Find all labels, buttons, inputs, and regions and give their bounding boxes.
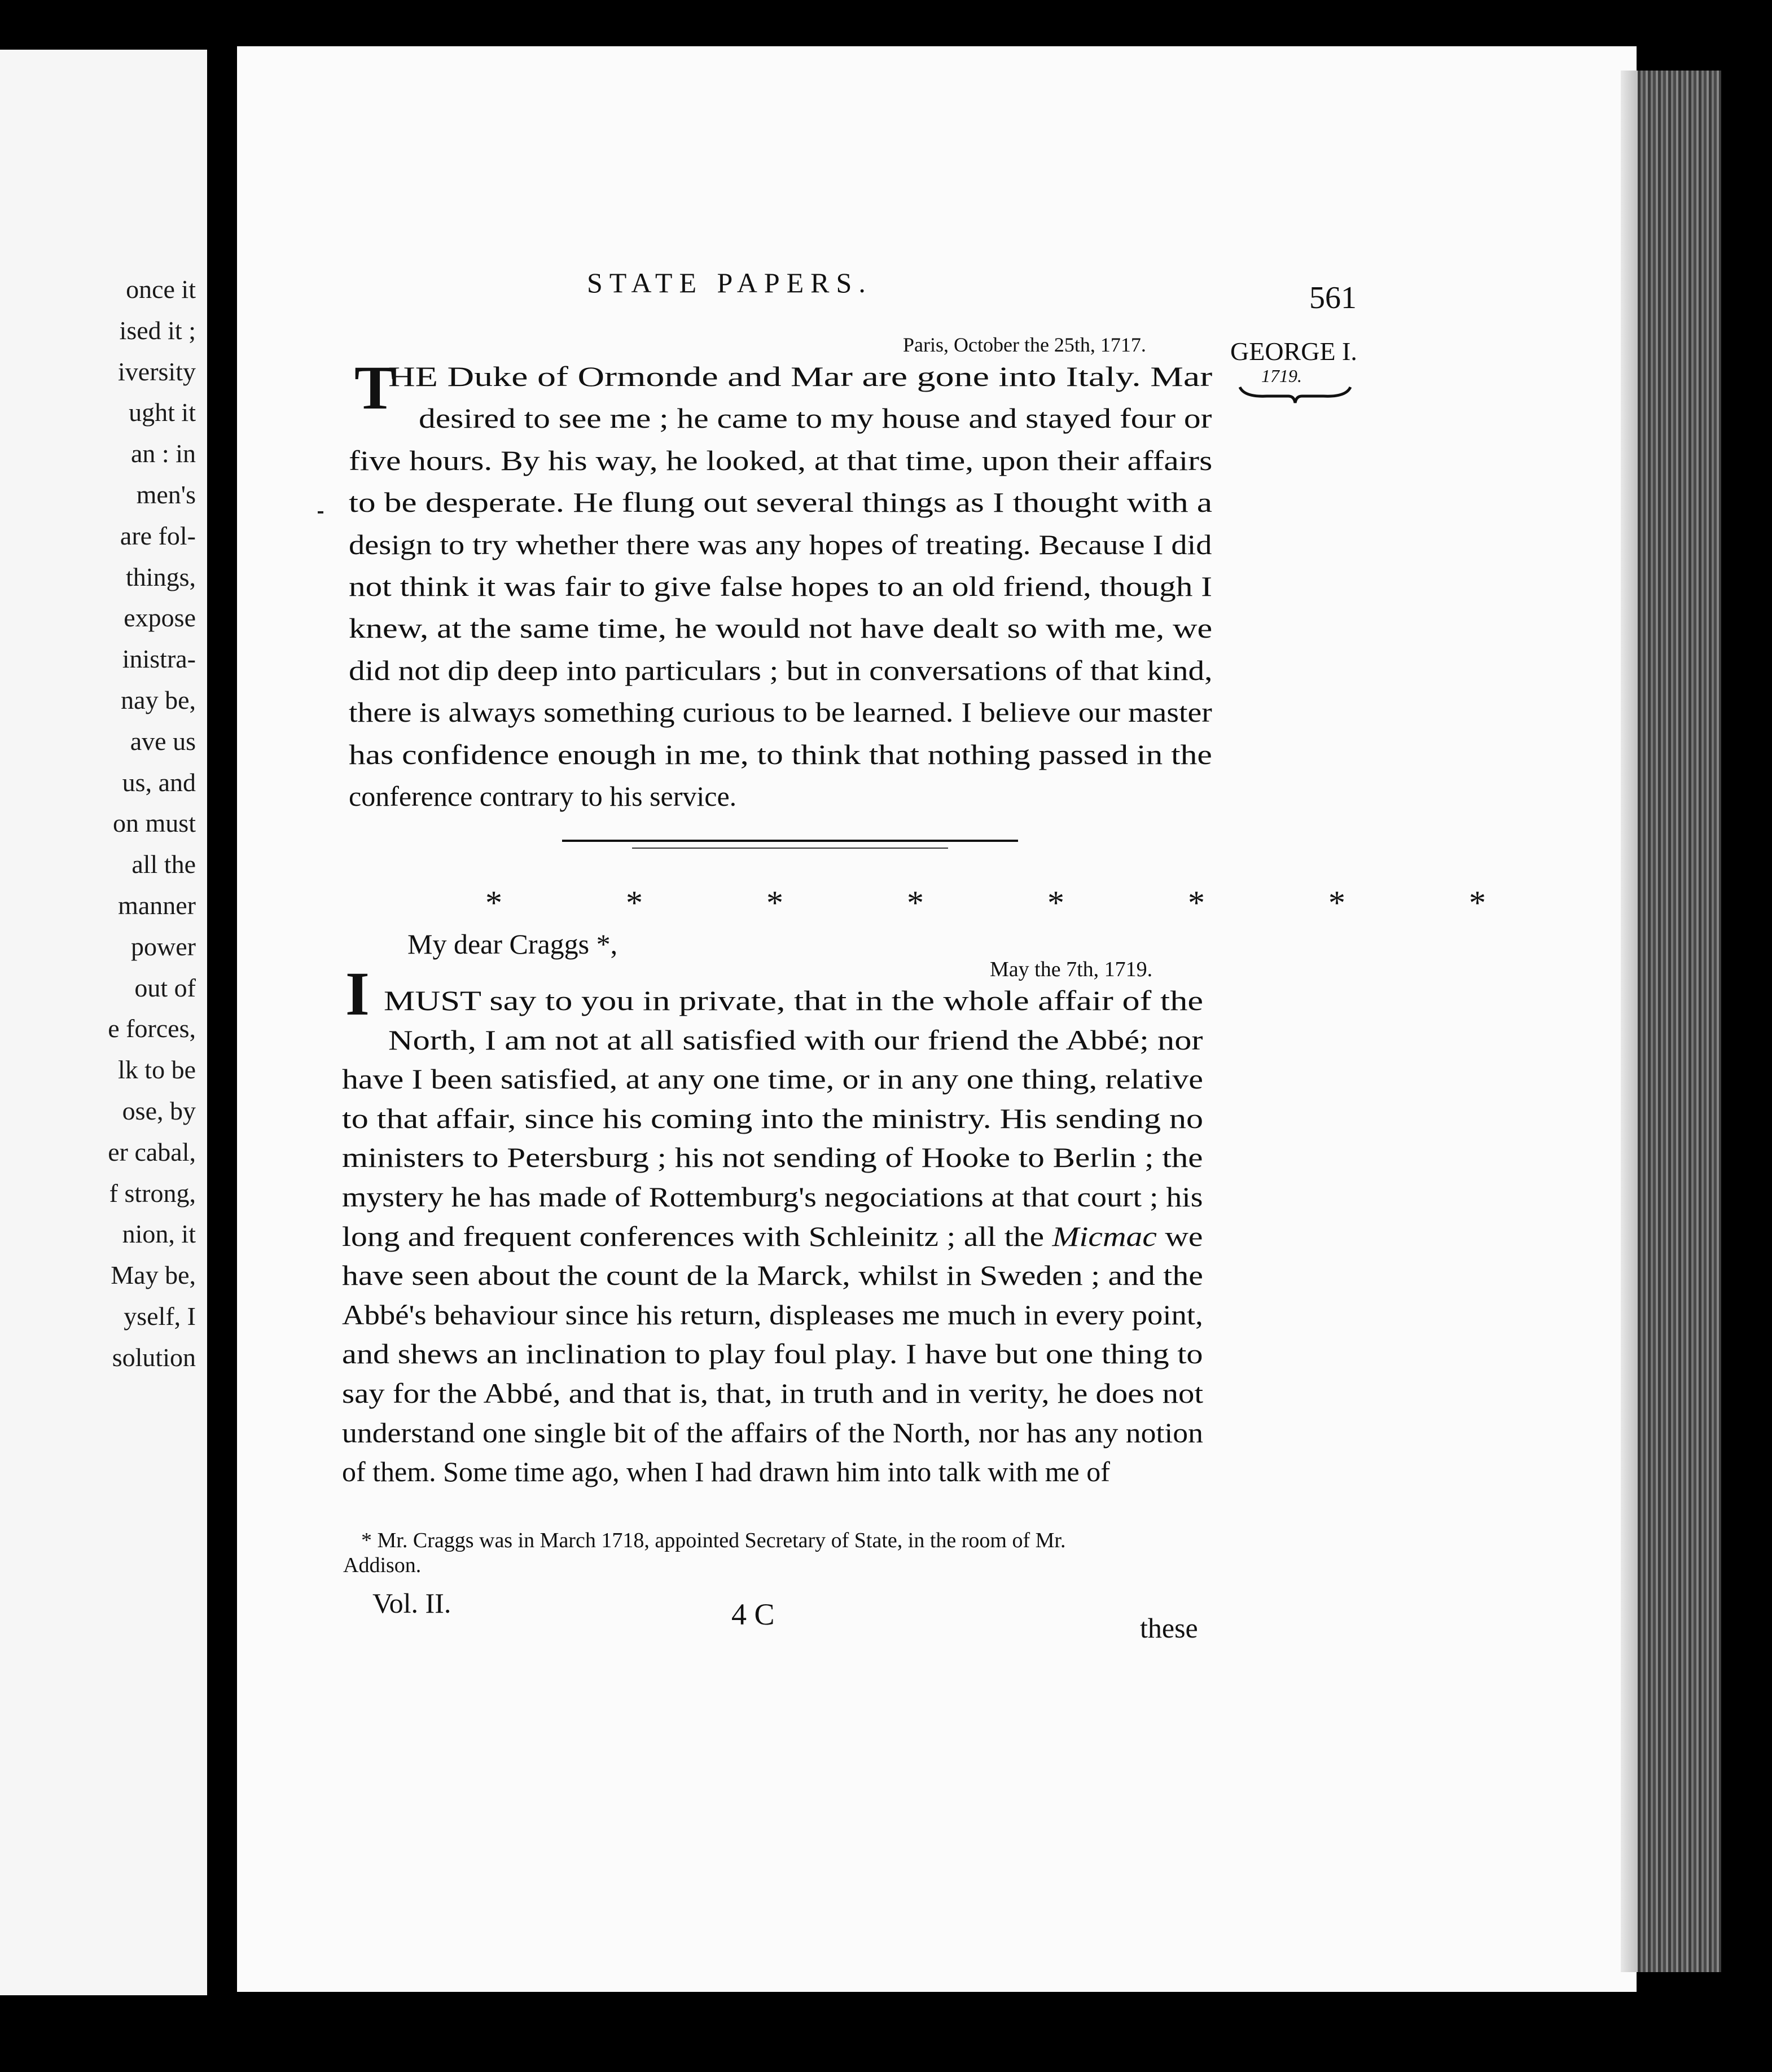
letter2-line: have seen about the count de la Marck, whilst in Sweden ; and the (342, 1259, 1203, 1292)
left-page-line: men's (136, 480, 196, 509)
left-page-line: f strong, (109, 1178, 196, 1208)
left-page-line: ose, by (122, 1096, 196, 1125)
left-page-line: ised it ; (119, 315, 196, 345)
footnote-line-2: Addison. (343, 1553, 422, 1577)
letter1-line: has confidence enough in me, to think that nothing passed in the (349, 738, 1212, 770)
letter-1-dateline: Paris, October the 25th, 1717. (903, 333, 1146, 356)
letter-2-dateline: May the 7th, 1719. (990, 958, 1153, 981)
left-facing-page (0, 50, 207, 1995)
left-page-line: an : in (131, 439, 196, 468)
letter1-line: conference contrary to his service. (349, 780, 737, 812)
margin-note-king: GEORGE I. (1230, 337, 1357, 366)
letter1-line: did not dip deep into particulars ; but in conversations of that kind, (349, 654, 1213, 686)
letter2-line: long and frequent conferences with Schleinitz ; all the Micmac we (342, 1220, 1203, 1252)
left-page-line: lk to be (118, 1055, 196, 1085)
left-page-line: er cabal, (108, 1137, 196, 1166)
letter-2-salutation: My dear Craggs *, (407, 928, 618, 960)
letter2-line: of them. Some time ago, when I had drawn him into talk with me of (342, 1456, 1110, 1488)
left-page-line: on must (113, 809, 196, 838)
left-page-line: manner (118, 891, 196, 920)
catchword: these (1140, 1612, 1198, 1644)
left-page-line: May be, (111, 1261, 196, 1290)
section-rule-thin (632, 848, 948, 849)
footnote-line-1: * Mr. Craggs was in March 1718, appointed Secretary of State, in the room of Mr. (361, 1529, 1066, 1552)
letter1-line: desired to see me ; he came to my house and stayed four or (419, 402, 1212, 434)
left-page-line: out of (134, 973, 196, 1002)
letter2-line: mystery he has made of Rottemburg's negociations at that court ; his (342, 1181, 1203, 1213)
left-page-line: expose (124, 603, 196, 633)
letter1-line: to be desperate. He flung out several things as I thought with a (349, 486, 1213, 519)
left-page-line: solution (112, 1342, 196, 1372)
letter1-line: HE Duke of Ormonde and Mar are gone into Italy. Mar (388, 361, 1213, 392)
letter2-line: North, I am not at all satisfied with our friend the Abbé; nor (388, 1024, 1203, 1056)
signature-mark: 4 C (731, 1597, 775, 1631)
letter2-line: understand one single bit of the affairs of the North, nor has any notion (342, 1416, 1203, 1448)
left-page-line: inistra- (122, 644, 196, 674)
left-page-line: nay be, (121, 686, 196, 714)
letter1-line: five hours. By his way, he looked, at that time, upon their affairs (349, 444, 1213, 476)
letter2-line: Abbé's behaviour since his return, displeases me much in every point, (342, 1298, 1203, 1331)
left-page-line: ught it (129, 398, 196, 427)
letter2-line: and shews an inclination to play foul play. I have but one thing to (342, 1338, 1203, 1370)
stray-mark (318, 511, 323, 513)
letter1-line: design to try whether there was any hopes of treating. Because I did (349, 528, 1212, 560)
letter1-line: knew, at the same time, he would not have dealt so with me, we (349, 612, 1213, 644)
asterisk-separator: * * * * * * * * (485, 884, 1543, 921)
left-page-line: us, and (122, 767, 196, 797)
letter1-line: there is always something curious to be learned. I believe our master (349, 696, 1212, 728)
letter-2-dropcap: I (345, 959, 370, 1028)
margin-brace (1239, 384, 1352, 406)
left-page-line: yself, I (124, 1302, 196, 1331)
page-edge-shadow (1621, 71, 1639, 1972)
letter2-line: to that affair, since his coming into the ministry. His sending no (342, 1102, 1204, 1134)
left-page-line: power (131, 932, 196, 961)
margin-note-year: 1719. (1261, 366, 1302, 386)
letter-1-dropcap: T (354, 353, 396, 422)
left-page-line: ave us (130, 726, 196, 756)
page-number: 561 (1309, 280, 1357, 315)
left-page-line: iversity (118, 357, 196, 386)
letter1-line: not think it was fair to give false hopes to an old friend, though I (349, 570, 1212, 602)
volume-label: Vol. II. (372, 1587, 451, 1619)
letter2-line: ministers to Petersburg ; his not sending of Hooke to Berlin ; the (342, 1142, 1203, 1174)
left-page-line: are fol- (120, 521, 196, 550)
letter2-line: MUST say to you in private, that in the whole affair of the (384, 985, 1203, 1016)
left-page-line: e forces, (108, 1014, 196, 1043)
left-page-line: nion, it (122, 1219, 196, 1249)
left-page-line: all the (131, 850, 196, 879)
section-rule (562, 840, 1018, 842)
left-page-line: things, (126, 562, 196, 591)
book-page-edges (1638, 71, 1721, 1972)
running-head: STATE PAPERS. (587, 267, 872, 298)
left-page-line: once it (126, 275, 196, 304)
letter2-line: say for the Abbé, and that is, that, in truth and in verity, he does not (342, 1377, 1204, 1409)
letter2-line: have I been satisfied, at any one time, or in any one thing, relative (342, 1063, 1203, 1095)
